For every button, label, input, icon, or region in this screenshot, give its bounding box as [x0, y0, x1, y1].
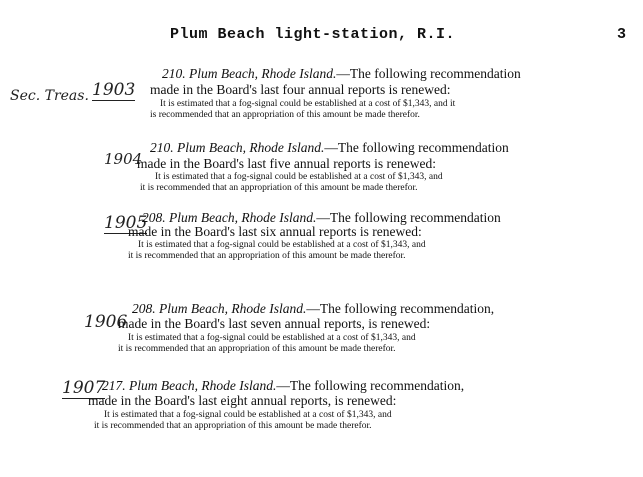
entry-line: It is estimated that a fog-signal could be established at a cost of $1,343, and: [104, 410, 392, 420]
entry-line: It is estimated that a fog-signal could be established at a cost of $1,343, and it: [160, 99, 456, 109]
entry-title: 208. Plum Beach, Rhode Island.: [132, 301, 307, 316]
entry-title: 210. Plum Beach, Rhode Island.: [162, 66, 337, 81]
year-annotation: 1906: [84, 312, 128, 332]
entry-title: 208. Plum Beach, Rhode Island.: [142, 210, 317, 225]
entry-heading: [162, 66, 521, 82]
entry-heading: [102, 378, 464, 394]
entry-title: 210. Plum Beach, Rhode Island.: [150, 140, 325, 155]
entry-line: made in the Board's last six annual reports is renewed:: [128, 224, 422, 239]
entry-title: 217. Plum Beach, Rhode Island.: [102, 378, 277, 393]
entry-line: It is estimated that a fog-signal could be established at a cost of $1,343, and: [128, 333, 416, 343]
margin-note: Sec. Treas.: [10, 88, 89, 104]
entry-line: it is recommended that an appropriation of this amount be made therefor.: [140, 183, 418, 193]
year-annotation: 1907: [62, 378, 106, 398]
entry-line: is recommended that an appropriation of this amount be made therefor.: [150, 110, 420, 120]
entry-line: made in the Board's last four annual reports is renewed:: [150, 82, 451, 97]
year-annotation: 1905: [104, 213, 148, 233]
entry-line: made in the Board's last seven annual reports, is renewed:: [118, 316, 431, 331]
entry-intro: —The following recommendation,: [306, 301, 495, 316]
entry-line: made in the Board's last five annual reports is renewed:: [137, 156, 436, 171]
year-annotation: 1904: [104, 150, 143, 168]
entry-heading: [150, 140, 509, 156]
entry-line: it is recommended that an appropriation of this amount be made therefor.: [128, 251, 406, 261]
entry-intro: —The following recommendation: [336, 66, 521, 81]
entry-intro: —The following recommendation: [324, 140, 509, 155]
entry-line: made in the Board's last eight annual reports, is renewed:: [88, 393, 397, 408]
page-number: 3: [617, 26, 627, 43]
entry-intro: —The following recommendation: [316, 210, 501, 225]
page-title: Plum Beach light-station, R.I.: [170, 26, 456, 43]
entry-line: it is recommended that an appropriation of this amount be made therefor.: [94, 421, 372, 431]
entry-intro: —The following recommendation,: [276, 378, 465, 393]
entry-line: It is estimated that a fog-signal could be established at a cost of $1,343, and: [138, 240, 426, 250]
year-annotation: 1903: [92, 80, 136, 100]
entry-line: it is recommended that an appropriation of this amount be made therefor.: [118, 344, 396, 354]
entry-heading: [132, 301, 494, 317]
entry-line: It is estimated that a fog-signal could be established at a cost of $1,343, and: [155, 172, 443, 182]
